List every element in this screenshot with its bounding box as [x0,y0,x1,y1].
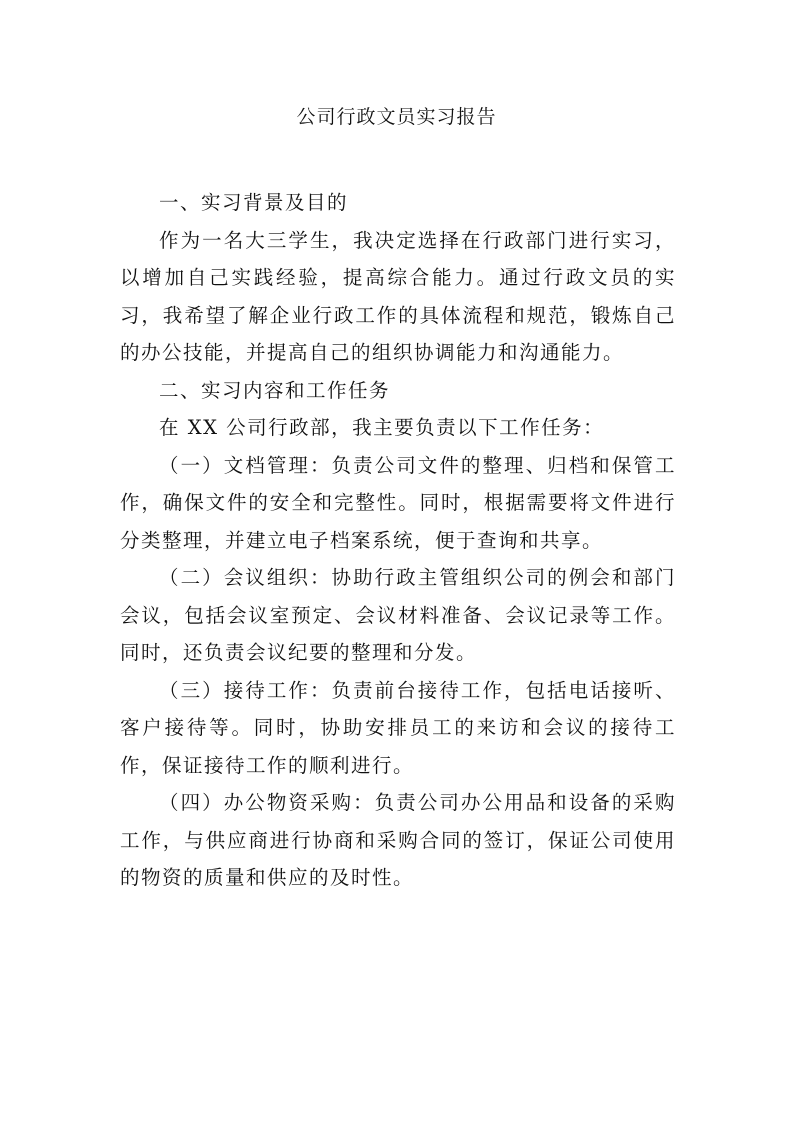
paragraph-document-management: （一）文档管理：负责公司文件的整理、归档和保管工作，确保文件的安全和完整性。同时，根据需要将文件进行分类整理，并建立电子档案系统，便于查询和共享。 [120,453,676,552]
paragraph-purpose: 作为一名大三学生，我决定选择在行政部门进行实习，以增加自己实践经验，提高综合能力。通过行政文员的实习，我希望了解企业行政工作的具体流程和规范，锻炼自己的办公技能，并提高自己的组织协调能力和沟通能力。 [120,228,676,364]
paragraph-meeting-organization: （二）会议组织：协助行政主管组织公司的例会和部门会议，包括会议室预定、会议材料准备、会议记录等工作。同时，还负责会议纪要的整理和分发。 [120,566,676,664]
paragraph-office-procurement: （四）办公物资采购：负责公司办公用品和设备的采购工作，与供应商进行协商和采购合同的签订，保证公司使用的物资的质量和供应的及时性。 [120,791,676,889]
document-body [120,184,676,897]
document-title: 公司行政文员实习报告 [296,106,497,128]
section-heading-tasks: 二、实习内容和工作任务 [159,378,391,402]
section-heading-background: 一、实习背景及目的 [159,191,349,214]
paragraph-tasks-intro: 在 XX 公司行政部，我主要负责以下工作任务： [159,416,605,439]
paragraph-reception-work: （三）接待工作：负责前台接待工作，包括电话接听、客户接待等。同时，协助安排员工的来访和会议的接待工作，保证接待工作的顺利进行。 [120,678,676,777]
